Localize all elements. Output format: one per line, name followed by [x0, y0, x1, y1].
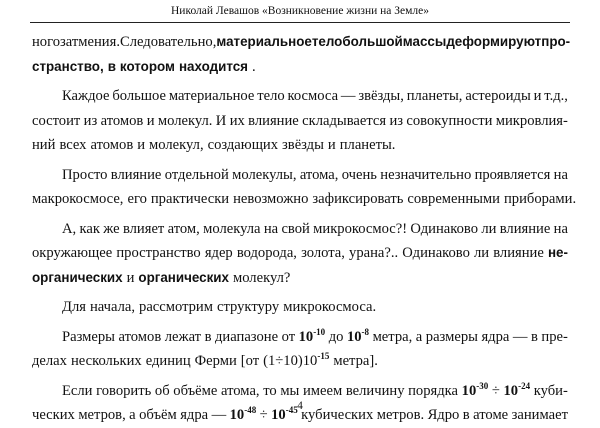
word: совокупности — [406, 112, 493, 129]
word: Размеры — [62, 328, 115, 345]
word: атом, — [167, 220, 200, 237]
word: объём — [139, 407, 177, 423]
word: метра]. — [333, 353, 378, 369]
word: золота, — [301, 245, 345, 261]
exponent: -15 — [317, 351, 330, 361]
word: современными — [407, 191, 500, 207]
word: метров, — [78, 407, 126, 423]
word: на — [553, 166, 568, 183]
word: из — [389, 112, 404, 129]
word: и — [533, 88, 542, 104]
word: космоса — [287, 88, 339, 104]
bold-word: находится — [178, 58, 248, 74]
word: молекул, — [149, 137, 204, 153]
word: практически — [150, 191, 230, 207]
word: ний — [32, 137, 56, 153]
word: от — [281, 328, 296, 345]
exponent: -24 — [518, 380, 531, 391]
word: в — [531, 328, 538, 345]
word: состоит — [32, 112, 81, 129]
exponent: -8 — [361, 326, 370, 337]
word: $10^{-10}$ — [298, 326, 326, 345]
word: ÷ — [259, 407, 268, 423]
word: его — [127, 191, 147, 207]
word: большое — [112, 88, 167, 104]
bold-word: тело — [311, 34, 343, 49]
word: очень — [341, 166, 377, 183]
word: создающих — [207, 137, 279, 153]
word: макрокосмосе, — [32, 191, 124, 207]
word: И — [215, 112, 227, 129]
bold-word: деформируют — [446, 34, 542, 49]
word: атома, — [299, 166, 339, 183]
word: говорить — [96, 382, 152, 399]
word: влияние — [248, 112, 299, 129]
word: до — [328, 328, 344, 345]
word: молекул? — [232, 269, 291, 286]
word: . — [251, 58, 256, 75]
word: А, — [62, 220, 77, 237]
word: $10^{-8}$ — [346, 326, 370, 345]
word: планеты, — [406, 88, 463, 104]
word: ÷ — [491, 382, 500, 399]
word: окружающее — [32, 245, 113, 261]
word: тело — [257, 88, 285, 104]
paragraph — [32, 30, 571, 79]
word: на — [553, 220, 568, 237]
header-title: Николай Левашов «Возникновение жизни на Земле» — [170, 5, 429, 17]
word: кубических — [301, 407, 374, 423]
word: ли — [481, 220, 497, 237]
word: нескольких — [70, 353, 142, 369]
word: то — [263, 382, 277, 399]
word: Ядро — [427, 407, 460, 423]
word: ядра — [180, 407, 209, 423]
exponent: -30 — [476, 380, 489, 391]
word: атомов — [90, 137, 134, 153]
word: размеры — [425, 328, 478, 345]
word: астероиды — [465, 88, 531, 104]
word: молекула — [203, 220, 261, 237]
word: атомов — [100, 112, 144, 129]
word: пре- — [541, 328, 568, 345]
word: делах — [32, 353, 67, 369]
word: звёзды, — [358, 88, 404, 104]
word: и — [126, 269, 135, 286]
bold-word: странство, — [32, 58, 104, 74]
word: атоме — [473, 407, 509, 423]
word: влияние — [499, 220, 551, 237]
word: в — [204, 328, 212, 345]
word: рассмотрим — [139, 299, 213, 315]
word: $10^{-45}$ — [271, 405, 298, 423]
word: атома, — [221, 382, 260, 399]
word: метра, — [372, 328, 413, 345]
text-line — [32, 55, 568, 80]
bold-word: массы — [402, 34, 447, 49]
word: структуру — [216, 299, 280, 315]
bold-word: про- — [541, 34, 571, 49]
word: материальное — [168, 88, 255, 104]
word: молекул. — [157, 112, 213, 129]
word: $10^{-30}$ — [461, 380, 489, 399]
word: их — [229, 112, 245, 129]
word: Каждое — [62, 88, 110, 104]
word: т.д., — [544, 88, 568, 104]
text-line — [32, 133, 568, 158]
text-line — [32, 295, 568, 320]
paragraph — [32, 295, 568, 320]
word: — — [512, 328, 528, 345]
word: водорода, — [236, 245, 297, 261]
word: влияет — [122, 220, 165, 237]
word: свой — [281, 220, 310, 237]
bold-word: органических — [138, 269, 229, 285]
word: планеты. — [339, 137, 396, 153]
text-line — [32, 325, 568, 350]
bold-word: большой — [342, 34, 403, 49]
word: $10^{-24}$ — [503, 380, 531, 399]
paragraph — [32, 325, 568, 374]
word: урана?.. — [349, 245, 399, 261]
word: мы — [280, 382, 300, 399]
word: приборами. — [503, 191, 577, 207]
word: Если — [62, 382, 93, 399]
word: ядра — [481, 328, 510, 345]
word: ядер — [204, 245, 233, 261]
text-line — [32, 84, 568, 109]
text-line — [32, 241, 568, 266]
running-header — [30, 0, 570, 23]
word: микрокосмос?! — [313, 220, 408, 237]
word: отдельной — [164, 166, 229, 183]
word: диапазоне — [215, 328, 279, 345]
text-line — [32, 187, 577, 212]
word: куби- — [533, 382, 568, 399]
word: — — [211, 407, 227, 423]
word: занимает — [511, 407, 568, 423]
page-number-value: 4 — [297, 400, 303, 412]
text-line — [32, 349, 568, 374]
paragraph — [32, 84, 568, 158]
word: имеем — [302, 382, 343, 399]
bold-word: органических — [32, 269, 123, 285]
word: микрокосмоса. — [283, 299, 377, 315]
word: метров. — [376, 407, 425, 423]
word: Просто — [62, 166, 108, 183]
word: молекулы, — [232, 166, 297, 183]
word: затмения. — [60, 34, 120, 50]
word: величину — [345, 382, 405, 399]
word: ли — [474, 245, 490, 261]
word: звёзды — [282, 137, 324, 153]
word: начала, — [89, 299, 136, 315]
word: складывается — [302, 112, 387, 129]
word: лежат — [164, 328, 202, 345]
word: атомов — [118, 328, 162, 345]
word: зафиксировать — [312, 191, 404, 207]
bold-word: не- — [547, 245, 568, 260]
exponent: -45 — [285, 405, 298, 415]
word: невозможно — [233, 191, 309, 207]
word: [от — [240, 353, 260, 369]
word: влияние — [493, 245, 544, 261]
word: $10^{-48}$ — [229, 405, 257, 423]
text-line — [32, 163, 568, 188]
word: незначительно — [380, 166, 472, 183]
word: $(1\div 10)10^{-15}$ — [263, 351, 330, 369]
word: объёме — [173, 382, 218, 399]
word: порядка — [408, 382, 459, 399]
paragraph — [32, 163, 577, 212]
word: и — [137, 137, 146, 153]
word: влияние — [110, 166, 162, 183]
word: как — [79, 220, 100, 237]
exponent: -48 — [244, 405, 257, 415]
word: и — [327, 137, 336, 153]
word: ческих — [32, 407, 75, 423]
word: всех — [59, 137, 87, 153]
page-number — [0, 400, 600, 412]
word: из — [83, 112, 98, 129]
word: единиц — [145, 353, 191, 369]
bold-word: в — [107, 58, 116, 74]
word: и — [146, 112, 155, 129]
word: в — [462, 407, 470, 423]
word: а — [129, 407, 136, 423]
word: об — [154, 382, 170, 399]
word: Ферми — [194, 353, 237, 369]
word: проявляется — [474, 166, 551, 183]
word: Одинаково — [410, 220, 479, 237]
word: — — [340, 88, 356, 104]
page-body — [32, 30, 577, 428]
bold-word: материальное — [216, 34, 312, 49]
word: Для — [62, 299, 86, 315]
paragraph — [32, 217, 568, 291]
word: пространство — [116, 245, 201, 261]
text-line — [32, 266, 568, 291]
word: Следовательно, — [119, 34, 217, 50]
word: микровлия- — [495, 112, 568, 129]
word: на — [263, 220, 279, 237]
word: Одинаково — [402, 245, 470, 261]
text-line — [32, 109, 568, 134]
word: ного — [32, 34, 61, 50]
text-line — [32, 30, 571, 55]
bold-word: котором — [119, 58, 175, 74]
text-line — [32, 217, 568, 242]
word: а — [415, 328, 423, 345]
exponent: -10 — [313, 326, 326, 337]
word: же — [103, 220, 120, 237]
